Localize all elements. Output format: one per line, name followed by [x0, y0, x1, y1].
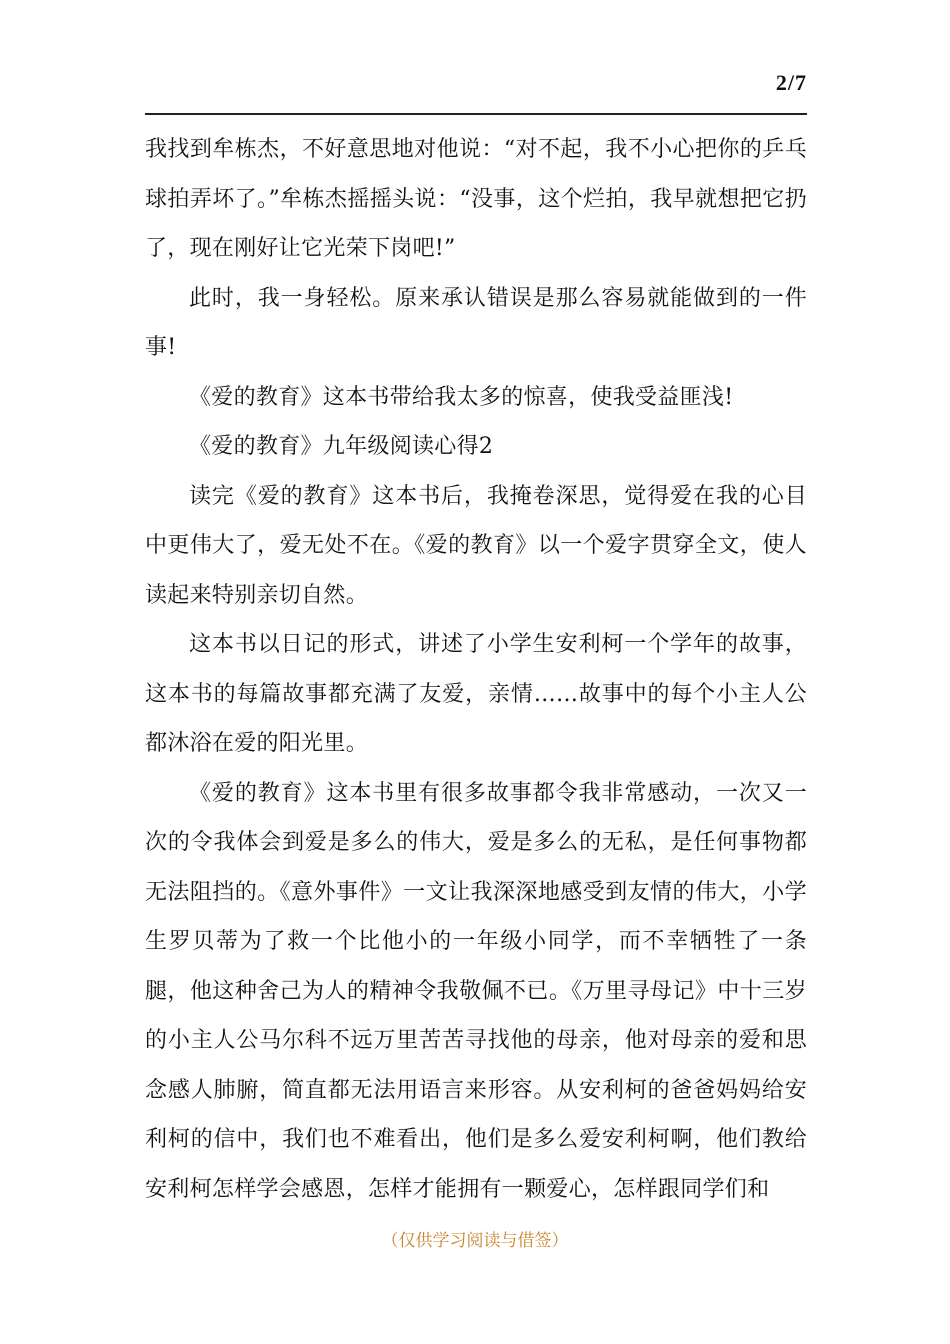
paragraph: 此时，我一身轻松。原来承认错误是那么容易就能做到的一件事!: [145, 285, 807, 360]
document-body: [145, 125, 807, 1214]
paragraph: 这本书以日记的形式，讲述了小学生安利柯一个学年的故事，这本书的每篇故事都充满了友爱，亲情……故事中的每个小主人公都沐浴在爱的阳光里。: [145, 632, 807, 756]
paragraph-continuation: 我找到牟栋杰，不好意思地对他说：“对不起，我不小心把你的乒乓球拍弄坏了。”牟栋杰摇摇头说：“没事，这个烂拍，我早就想把它扔了，现在刚好让它光荣下岗吧!”: [145, 137, 807, 261]
paragraph: 《爱的教育》这本书里有很多故事都令我非常感动，一次又一次的令我体会到爱是多么的伟大，爱是多么的无私，是任何事物都无法阻挡的。《意外事件》一文让我深深地感受到友情的伟大，小学生罗贝蒂为了救一个比他小的一年级小同学，而不幸牺牲了一条腿，他这种舍己为人的精神令我敬佩不已。《万里寻母记》中十三岁的小主人公马尔科不远万里苦苦寻找他的母亲，他对母亲的爱和思念感人肺腑，简直都无法用语言来形容。从安利柯的爸爸妈妈给安利柯的信中，我们也不难看出，他们是多么爱安利柯啊，他们教给安利柯怎样学会感恩，怎样才能拥有一颗爱心，怎样跟同学们和: [145, 780, 807, 1202]
footer-note: （仅供学习阅读与借签）: [381, 1231, 569, 1251]
page-number: 2/7: [775, 70, 807, 95]
section-title: 《爱的教育》九年级阅读心得2: [189, 434, 494, 459]
paragraph: 读完《爱的教育》这本书后，我掩卷深思，觉得爱在我的心目中更伟大了，爱无处不在。《爱的教育》以一个爱字贯穿全文，使人读起来特别亲切自然。: [145, 483, 807, 608]
paragraph: 《爱的教育》这本书带给我太多的惊喜，使我受益匪浅!: [189, 384, 734, 410]
header-divider: [145, 113, 807, 115]
